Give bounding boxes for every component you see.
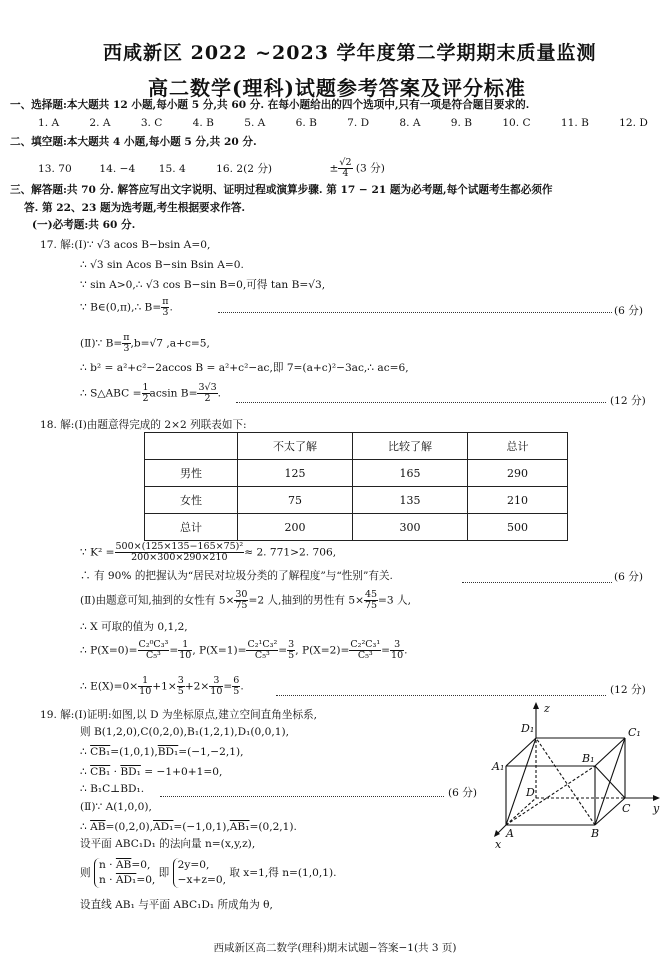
label-B1: B₁ xyxy=(582,752,595,765)
answer-1: 1. A xyxy=(38,117,60,129)
section-solve-heading-2: 答. 第 22、23 题为选考题,考生根据要求作答. xyxy=(24,202,246,214)
cuboid-figure xyxy=(490,700,665,850)
q18-score-12: (12 分) xyxy=(610,684,646,696)
table-cell: 210 xyxy=(468,487,568,514)
q17-line-6: ∴ b² = a²+c²−2accos B = a²+c²−ac,即 7=(a+c)²−3ac,∴ ac=6, xyxy=(80,362,409,374)
q17-line-3: ∵ sin A>0,∴ √3 cos B−sin B=0,可得 tan B=√3, xyxy=(80,279,326,291)
answer-16b-score: (3 分) xyxy=(355,162,385,175)
choice-answers xyxy=(38,116,648,130)
y-axis-arrow-icon xyxy=(653,795,660,801)
answer-15: 15. 4 xyxy=(158,162,186,175)
label-C: C xyxy=(622,802,631,815)
q19-line-10: 设直线 AB₁ 与平面 ABC₁D₁ 所成角为 θ, xyxy=(80,899,273,911)
q17-score-12: (12 分) xyxy=(610,395,646,407)
section-required-heading: (一)必考题:共 60 分. xyxy=(32,219,136,231)
score-leader xyxy=(276,695,606,696)
table-cell: 135 xyxy=(353,487,468,514)
table-header-cell: 比较了解 xyxy=(353,433,468,460)
q18-line-3: (Ⅱ)由题意可知,抽到的女性有 5× $\frac{30}{75}$ =2 人,抽到的男性有 5× $\frac{45}{75}$ =3 人, xyxy=(80,589,411,611)
page-footer: 西咸新区高二数学(理科)期末试题−答案−1(共 3 页) xyxy=(213,942,457,954)
answer-16b-fraction: $\frac{√2}{4}$ xyxy=(339,157,352,179)
document-title: 西咸新区 2022 ~2023 学年度第二学期期末质量监测 xyxy=(103,42,597,64)
table-cell: 290 xyxy=(468,460,568,487)
answer-12: 12. D xyxy=(619,117,648,129)
contingency-table xyxy=(144,432,568,541)
q19-line-8: 设平面 ABC₁D₁ 的法向量 n=(x,y,z), xyxy=(80,838,256,850)
answer-16b-sign: ± xyxy=(329,162,339,175)
section-fill-heading: 二、填空题:本大题共 4 小题,每小题 5 分,共 20 分. xyxy=(10,136,257,148)
table-header-cell: 不太了解 xyxy=(238,433,353,460)
label-A1: A₁ xyxy=(492,760,505,773)
table-cell: 125 xyxy=(238,460,353,487)
q18-score-6: (6 分) xyxy=(614,571,643,583)
answer-14: 14. −4 xyxy=(99,162,136,175)
answer-11: 11. B xyxy=(560,117,589,129)
score-leader xyxy=(218,312,612,313)
label-x: x xyxy=(495,838,502,850)
x-axis-arrow-icon xyxy=(494,830,500,837)
q18-line-5: ∴ P(X=0)= $\frac{\text{C₂⁰C₃³}}{\text{C₅³}}$ = $\frac{1}{10}$ , P(X=1)= $\frac{\text{C₂¹C₃²}}{\text{C₅³}}$ = $\frac{3}{5}$ , P(X=2)= $\frac{\text{C₂²C₃¹}}{\text{C₅³}}$ = $\frac{3}{10}$ . xyxy=(80,639,408,661)
table-cell: 总计 xyxy=(145,514,238,541)
q18-line-4: ∴ X 可取的值为 0,1,2, xyxy=(80,621,188,633)
q19-score-6: (6 分) xyxy=(448,787,477,799)
answer-13: 13. 70 xyxy=(38,162,72,175)
answer-5: 5. A xyxy=(244,117,266,129)
section-solve-heading: 三、解答题:共 70 分. 解答应写出文字说明、证明过程或演算步骤. 第 17 − 21 题为必考题,每个试题考生都必须作 xyxy=(10,184,553,196)
edge-B1C xyxy=(595,766,625,798)
label-D: D xyxy=(526,786,535,799)
table-row xyxy=(145,487,568,514)
score-leader xyxy=(236,402,606,403)
label-z: z xyxy=(544,702,550,715)
table-header-row xyxy=(145,433,568,460)
answer-9: 9. B xyxy=(450,117,473,129)
score-leader xyxy=(462,582,612,583)
table-header-cell: 总计 xyxy=(468,433,568,460)
q19-line-6: (Ⅱ)∵ A(1,0,0), xyxy=(80,801,152,813)
q19-line-4: ∴ CB₁ · BD₁ = −1+0+1=0, xyxy=(80,766,223,778)
table-cell: 男性 xyxy=(145,460,238,487)
q17-line-4: ∵ B∈(0,π),∴ B= $\frac{\pi}{3}$ . xyxy=(80,296,173,318)
q17-score-6: (6 分) xyxy=(614,305,643,317)
q19-line-1: 19. 解:(Ⅰ)证明:如图,以 D 为坐标原点,建立空间直角坐标系, xyxy=(40,709,318,721)
table-row xyxy=(145,514,568,541)
answer-10: 10. C xyxy=(502,117,531,129)
answer-2: 2. A xyxy=(89,117,111,129)
answer-6: 6. B xyxy=(295,117,317,129)
q17-line-2: ∴ √3 sin Acos B−sin Bsin A=0. xyxy=(80,259,244,271)
label-C1: C₁ xyxy=(628,726,641,739)
q18-k2-formula: ∵ K² = $\frac{\text{500×(125×135−165×75)²}}{200\times 300\times 290\times 210}$ ≈ 2. 771>2. 706, xyxy=(80,541,337,563)
table-header-cell xyxy=(145,433,238,460)
q18-line-1: 18. 解:(Ⅰ)由题意得完成的 2×2 列联表如下: xyxy=(40,419,247,431)
q19-line-3: ∴ CB₁=(1,0,1),BD₁=(−1,−2,1), xyxy=(80,746,244,758)
q19-line-2: 则 B(1,2,0),C(0,2,0),B₁(1,2,1),D₁(0,0,1), xyxy=(80,726,289,738)
label-D1: D₁ xyxy=(521,722,535,735)
label-B: B xyxy=(591,827,600,840)
q19-system: 则 $n \cdot \overline{AB}=0$, n · AD₁=0, 即 2y=0, −x+z=0, 取 x=1,得 n=(1,0,1). xyxy=(80,859,337,886)
edge-AD1 xyxy=(506,738,536,825)
answer-8: 8. A xyxy=(399,117,421,129)
score-leader xyxy=(160,796,444,797)
label-y: y xyxy=(653,802,660,815)
table-cell: 200 xyxy=(238,514,353,541)
table-cell: 女性 xyxy=(145,487,238,514)
answer-7: 7. D xyxy=(347,117,370,129)
answer-3: 3. C xyxy=(140,117,163,129)
table-cell: 300 xyxy=(353,514,468,541)
answer-4: 4. B xyxy=(192,117,214,129)
table-cell: 75 xyxy=(238,487,353,514)
q19-line-5: ∴ B₁C⊥BD₁. xyxy=(80,783,145,795)
section-choice-heading: 一、选择题:本大题共 12 小题,每小题 5 分,共 60 分. 在每小题给出的四个选项中,只有一项是符合题目要求的. xyxy=(10,99,530,111)
q17-line-5: (Ⅱ)∵ B= $\frac{\pi}{3}$ ,b=√7 ,a+c=5, xyxy=(80,332,210,354)
table-cell: 165 xyxy=(353,460,468,487)
fill-answers xyxy=(38,158,385,179)
q18-line-2: ∴ 有 90% 的把握认为“居民对垃圾分类的了解程度”与“性别”有关. xyxy=(80,570,393,582)
q17-line-1: 17. 解:(Ⅰ)∵ √3 acos B−bsin A=0, xyxy=(40,239,211,251)
z-axis-arrow-icon xyxy=(533,702,539,709)
edge-AB1-hidden xyxy=(506,766,595,825)
document-subtitle: 高二数学(理科)试题参考答案及评分标准 xyxy=(148,76,526,100)
q17-line-7: ∴ S△ABC = $\frac{1}{2}$ acsin B= $\frac{3√3}{2}$ . xyxy=(80,382,222,404)
label-A: A xyxy=(506,827,514,840)
q19-line-7: ∴ $\overline{AB}=(0,2,0),AD_1=(-1,0,1),AB_1=(0,2,1)$. xyxy=(80,821,297,833)
answer-16a: 16. 2(2 分) xyxy=(216,162,273,175)
q18-line-6: ∴ E(X)=0× $\frac{1}{10}$ +1× $\frac{3}{5}$ +2× $\frac{3}{10}$ = $\frac{6}{5}$ . xyxy=(80,675,244,697)
table-cell: 500 xyxy=(468,514,568,541)
table-row xyxy=(145,460,568,487)
